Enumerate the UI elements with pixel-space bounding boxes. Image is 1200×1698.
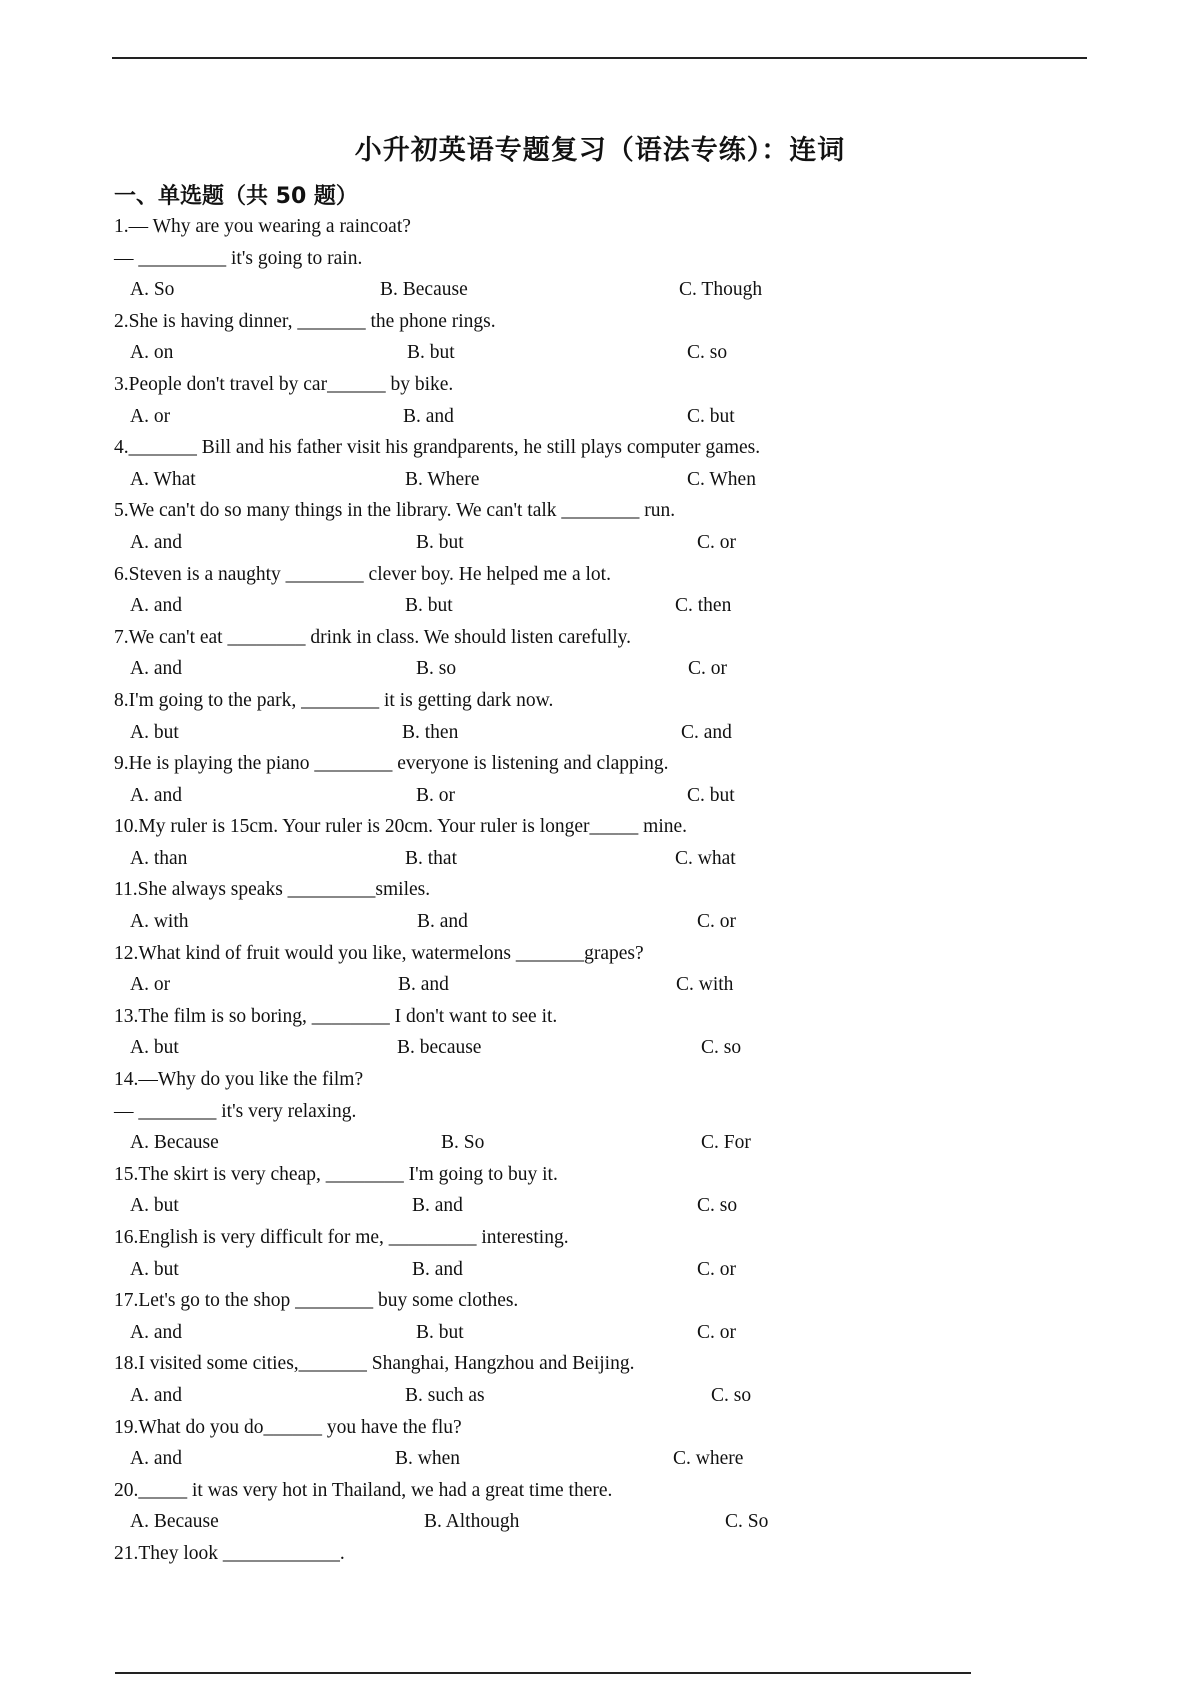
question-item bbox=[114, 1222, 1114, 1285]
option-c[interactable]: C. but bbox=[687, 784, 735, 806]
question-item bbox=[114, 432, 1114, 495]
options-row bbox=[114, 401, 1114, 433]
question-stem: 10.My ruler is 15cm. Your ruler is 20cm. Your ruler is longer_____ mine. bbox=[114, 816, 688, 838]
question-item bbox=[114, 306, 1114, 369]
options-row bbox=[114, 906, 1114, 938]
options-row bbox=[114, 1443, 1114, 1475]
question-item bbox=[114, 1159, 1114, 1222]
option-c[interactable]: C. or bbox=[697, 1321, 736, 1343]
option-b[interactable]: B. but bbox=[416, 531, 464, 553]
options-row bbox=[114, 1190, 1114, 1222]
option-c[interactable]: C. For bbox=[701, 1132, 751, 1154]
question-item bbox=[114, 211, 1114, 306]
question-stem: 2.She is having dinner, _______ the phone rings. bbox=[114, 310, 496, 332]
option-c[interactable]: C. When bbox=[687, 468, 756, 490]
option-a[interactable]: A. So bbox=[130, 279, 175, 301]
options-row bbox=[114, 274, 1114, 306]
option-c[interactable]: C. so bbox=[711, 1384, 752, 1406]
option-a[interactable]: A. on bbox=[130, 342, 174, 364]
option-a[interactable]: A. or bbox=[130, 974, 171, 996]
option-c[interactable]: C. but bbox=[687, 405, 735, 427]
option-c[interactable]: C. so bbox=[687, 342, 728, 364]
question-list bbox=[114, 211, 1114, 1570]
options-row bbox=[114, 337, 1114, 369]
option-c[interactable]: C. with bbox=[676, 974, 734, 996]
options-row bbox=[114, 1127, 1114, 1159]
question-item bbox=[114, 685, 1114, 748]
option-b[interactable]: B. So bbox=[441, 1132, 485, 1154]
options-row bbox=[114, 1317, 1114, 1349]
option-a[interactable]: A. and bbox=[130, 1321, 182, 1343]
question-stem: 20._____ it was very hot in Thailand, we had a great time there. bbox=[114, 1479, 613, 1501]
option-a[interactable]: A. Because bbox=[130, 1132, 219, 1154]
option-c[interactable]: C. then bbox=[675, 595, 732, 617]
options-row bbox=[114, 653, 1114, 685]
question-line: — _________ it's going to rain. bbox=[114, 247, 363, 269]
question-item bbox=[114, 622, 1114, 685]
options-row bbox=[114, 1032, 1114, 1064]
question-stem: 7.We can't eat ________ drink in class. We should listen carefully. bbox=[114, 626, 631, 648]
question-stem: 9.He is playing the piano ________ everyone is listening and clapping. bbox=[114, 753, 669, 775]
question-stem: 19.What do you do______ you have the flu? bbox=[114, 1416, 462, 1438]
options-row bbox=[114, 590, 1114, 622]
options-row bbox=[114, 969, 1114, 1001]
question-stem: 21.They look ____________. bbox=[114, 1542, 345, 1564]
option-c[interactable]: C. or bbox=[697, 1258, 736, 1280]
section-heading: 一、单选题（共 50 题） bbox=[114, 184, 358, 209]
question-stem: 13.The film is so boring, ________ I don't want to see it. bbox=[114, 1005, 558, 1027]
option-b[interactable]: B. Because bbox=[380, 279, 468, 301]
option-a[interactable]: A. and bbox=[130, 531, 182, 553]
option-b[interactable]: B. such as bbox=[405, 1384, 485, 1406]
option-b[interactable]: B. when bbox=[395, 1448, 460, 1470]
option-c[interactable]: C. Though bbox=[679, 279, 763, 301]
options-row bbox=[114, 717, 1114, 749]
option-c[interactable]: C. and bbox=[681, 721, 732, 743]
option-b[interactable]: B. Although bbox=[424, 1511, 520, 1533]
question-stem: 1.— Why are you wearing a raincoat? bbox=[114, 216, 411, 237]
question-stem: 11.She always speaks _________smiles. bbox=[114, 879, 431, 901]
question-item bbox=[114, 495, 1114, 558]
option-a[interactable]: A. and bbox=[130, 784, 182, 806]
question-item bbox=[114, 874, 1114, 937]
options-row bbox=[114, 843, 1114, 875]
options-row bbox=[114, 1380, 1114, 1412]
option-b[interactable]: B. but bbox=[405, 595, 453, 617]
option-b[interactable]: B. Where bbox=[405, 468, 480, 490]
option-a[interactable]: A. than bbox=[130, 847, 188, 869]
option-a[interactable]: A. Because bbox=[130, 1511, 219, 1533]
option-b[interactable]: B. but bbox=[407, 342, 455, 364]
option-c[interactable]: C. where bbox=[673, 1448, 744, 1470]
option-a[interactable]: A. and bbox=[130, 658, 182, 680]
option-c[interactable]: C. or bbox=[688, 658, 727, 680]
option-a[interactable]: A. but bbox=[130, 1195, 179, 1217]
options-row bbox=[114, 780, 1114, 812]
option-a[interactable]: A. and bbox=[130, 1448, 182, 1470]
option-a[interactable]: A. and bbox=[130, 595, 182, 617]
question-line: — ________ it's very relaxing. bbox=[114, 1100, 357, 1122]
question-stem: 4._______ Bill and his father visit his grandparents, he still plays computer games. bbox=[114, 437, 761, 459]
option-b[interactable]: B. and bbox=[417, 911, 468, 933]
question-stem: 17.Let's go to the shop ________ buy some clothes. bbox=[114, 1290, 519, 1312]
question-stem: 16.English is very difficult for me, _________ interesting. bbox=[114, 1227, 569, 1248]
option-a[interactable]: A. but bbox=[130, 1258, 179, 1280]
question-item bbox=[114, 938, 1114, 1001]
question-item bbox=[114, 559, 1114, 622]
option-c[interactable]: C. what bbox=[675, 847, 736, 869]
option-c[interactable]: C. or bbox=[697, 911, 736, 933]
options-row bbox=[114, 464, 1114, 496]
option-c[interactable]: C. so bbox=[697, 1195, 738, 1217]
option-b[interactable]: B. and bbox=[412, 1195, 463, 1217]
question-item bbox=[114, 1285, 1114, 1348]
option-a[interactable]: A. or bbox=[130, 405, 171, 427]
option-b[interactable]: B. and bbox=[403, 405, 454, 427]
question-item bbox=[114, 748, 1114, 811]
option-b[interactable]: B. because bbox=[397, 1037, 482, 1059]
question-stem: 8.I'm going to the park, ________ it is getting dark now. bbox=[114, 689, 554, 711]
header-rule bbox=[112, 57, 1087, 59]
question-item bbox=[114, 1064, 1114, 1159]
options-row bbox=[114, 527, 1114, 559]
footer-rule bbox=[115, 1672, 971, 1674]
options-row bbox=[114, 1254, 1114, 1286]
question-item bbox=[114, 811, 1114, 874]
option-a[interactable]: A. but bbox=[130, 1037, 179, 1059]
option-b[interactable]: B. and bbox=[412, 1258, 463, 1280]
question-stem: 6.Steven is a naughty ________ clever boy. He helped me a lot. bbox=[114, 563, 611, 585]
option-b[interactable]: B. and bbox=[398, 974, 449, 996]
option-b[interactable]: B. or bbox=[416, 784, 455, 806]
option-b[interactable]: B. then bbox=[402, 721, 459, 743]
option-c[interactable]: C. So bbox=[725, 1511, 769, 1533]
question-stem: 12.What kind of fruit would you like, watermelons _______grapes? bbox=[114, 942, 644, 964]
question-item bbox=[114, 1538, 1114, 1570]
question-item bbox=[114, 1001, 1114, 1064]
question-item bbox=[114, 1475, 1114, 1538]
option-a[interactable]: A. and bbox=[130, 1384, 182, 1406]
option-b[interactable]: B. so bbox=[416, 658, 457, 680]
question-stem: 18.I visited some cities,_______ Shanghai, Hangzhou and Beijing. bbox=[114, 1353, 635, 1375]
question-item bbox=[114, 1348, 1114, 1411]
option-c[interactable]: C. so bbox=[701, 1037, 742, 1059]
option-c[interactable]: C. or bbox=[697, 531, 736, 553]
options-row bbox=[114, 1506, 1114, 1538]
question-item bbox=[114, 1412, 1114, 1475]
question-stem: 3.People don't travel by car______ by bike. bbox=[114, 373, 454, 395]
question-stem: 5.We can't do so many things in the library. We can't talk ________ run. bbox=[114, 500, 676, 522]
page-title: 小升初英语专题复习（语法专练）：连词 bbox=[354, 135, 846, 166]
option-b[interactable]: B. that bbox=[405, 847, 457, 869]
option-a[interactable]: A. What bbox=[130, 468, 196, 490]
option-a[interactable]: A. but bbox=[130, 721, 179, 743]
question-item bbox=[114, 369, 1114, 432]
question-stem: 14.—Why do you like the film? bbox=[114, 1069, 364, 1091]
option-a[interactable]: A. with bbox=[130, 911, 189, 933]
question-stem: 15.The skirt is very cheap, ________ I'm going to buy it. bbox=[114, 1163, 558, 1185]
option-b[interactable]: B. but bbox=[416, 1321, 464, 1343]
